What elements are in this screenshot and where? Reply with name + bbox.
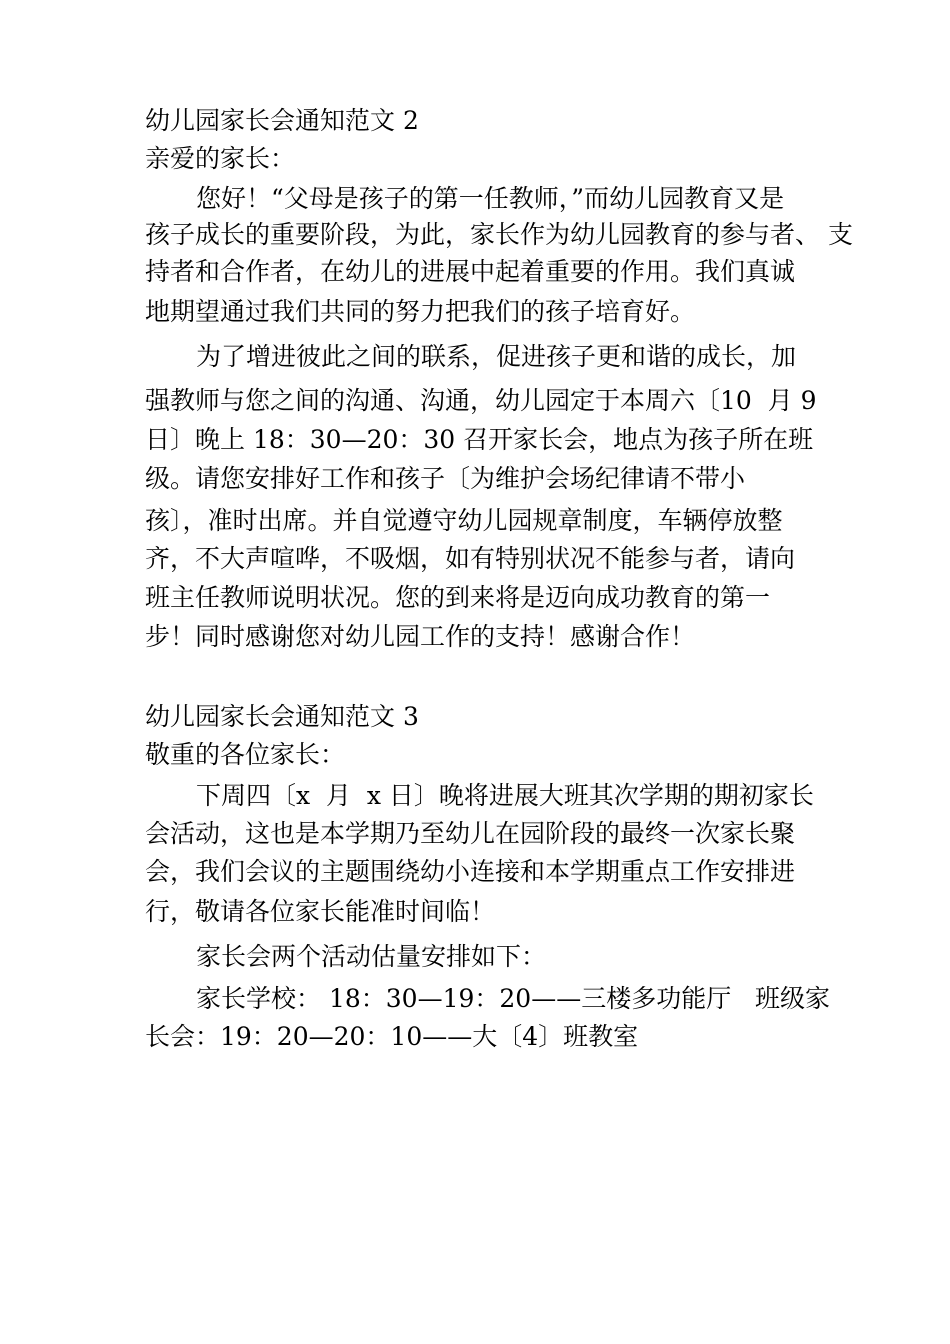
section3-title: 幼儿园家长会通知范文 3: [145, 702, 419, 731]
section3-paragraph2-line: 家长会两个活动估量安排如下：: [196, 942, 547, 971]
section2-paragraph1-line: 地期望通过我们共同的努力把我们的孩子培育好。: [145, 297, 696, 326]
section3-paragraph1-line: 下周四〔x 月 x 日〕晚将进展大班其次学期的期初家长: [196, 781, 814, 810]
section2-paragraph2-line: 齐，不大声喧哗，不吸烟，如有特别状况不能参与者，请向: [145, 544, 796, 573]
section2-paragraph1-line: 持者和合作者，在幼儿的进展中起着重要的作用。我们真诚: [145, 257, 796, 286]
section2-paragraph2-line: 强教师与您之间的沟通、沟通，幼儿园定于本周六〔10 月 9: [145, 386, 817, 415]
section2-paragraph2-line: 班主任教师说明状况。您的到来将是迈向成功教育的第一: [145, 583, 771, 612]
section2-paragraph1-line: 您好！“父母是孩子的第一任教师，”而幼儿园教育又是: [196, 184, 785, 213]
section2-paragraph2-line: 级。请您安排好工作和孩子〔为维护会场纪律请不带小: [145, 464, 746, 493]
section2-salutation: 亲爱的家长：: [145, 144, 296, 173]
section3-paragraph1-line: 行，敬请各位家长能准时间临！: [145, 897, 496, 926]
section2-title: 幼儿园家长会通知范文 2: [145, 106, 419, 135]
section3-paragraph3-line: 家长学校： 18：30—19：20——三楼多功能厅 班级家: [196, 984, 831, 1013]
section2-paragraph2-line: 孩〕，准时出席。并自觉遵守幼儿园规章制度，车辆停放整: [145, 506, 783, 535]
section2-paragraph2-line: 日〕晚上 18：30—20：30 召开家长会，地点为孩子所在班: [145, 425, 814, 454]
section3-salutation: 敬重的各位家长：: [145, 740, 346, 769]
section2-paragraph2-line: 为了增进彼此之间的联系，促进孩子更和谐的成长，加: [196, 342, 797, 371]
section3-paragraph3-line: 长会：19：20—20：10——大〔4〕班教室: [145, 1022, 639, 1051]
section3-paragraph1-line: 会，我们会议的主题围绕幼小连接和本学期重点工作安排进: [145, 857, 796, 886]
section2-paragraph1-line: 孩子成长的重要阶段，为此，家长作为幼儿园教育的参与者、 支: [145, 220, 853, 249]
section3-paragraph1-line: 会活动，这也是本学期乃至幼儿在园阶段的最终一次家长聚: [145, 819, 796, 848]
section2-paragraph2-line: 步！同时感谢您对幼儿园工作的支持！感谢合作！: [145, 622, 696, 651]
